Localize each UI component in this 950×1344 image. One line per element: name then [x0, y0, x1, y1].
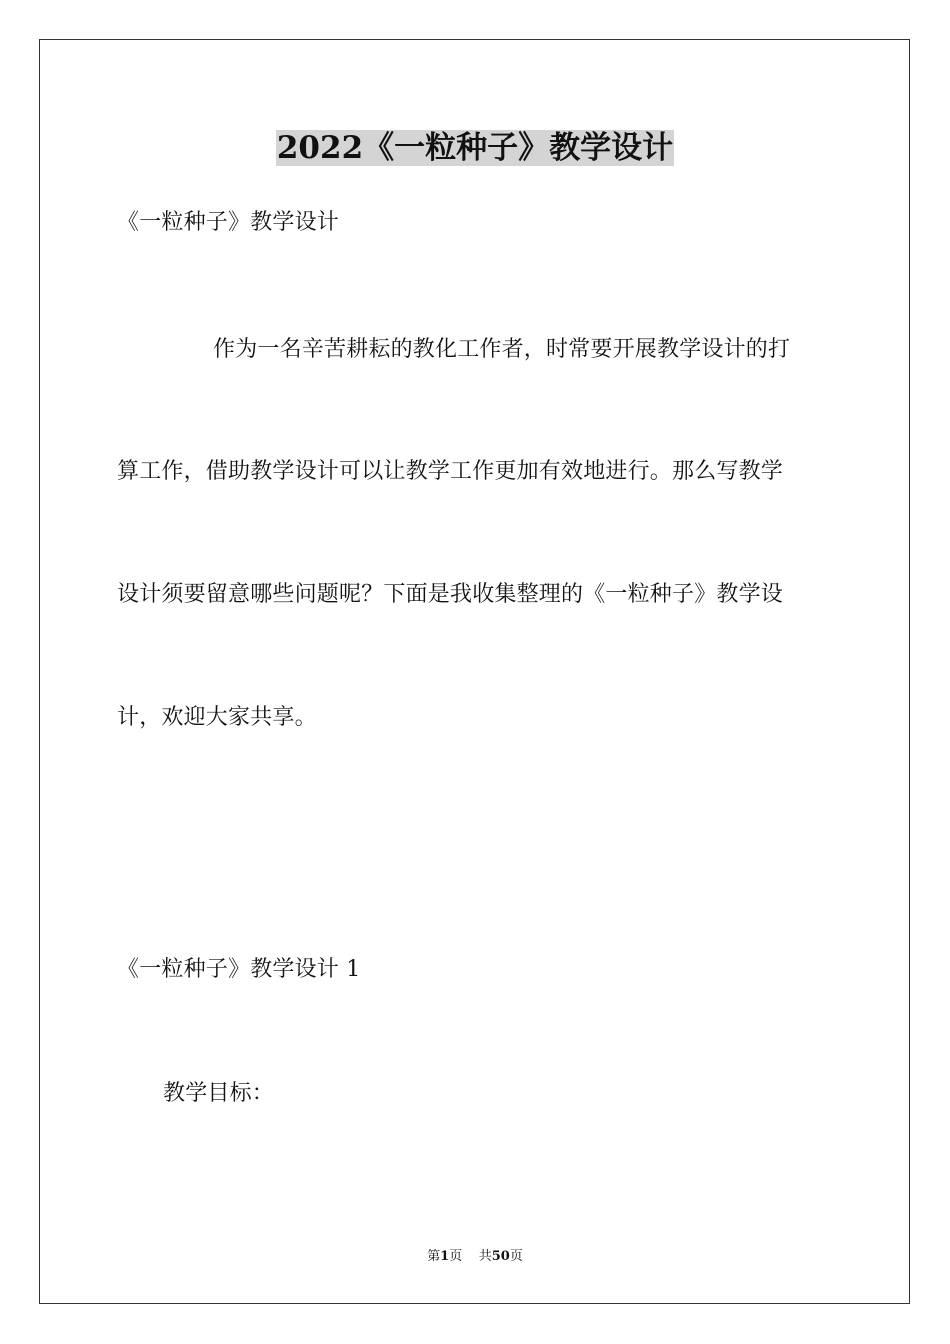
document-title [0, 126, 950, 170]
footer-total-suffix: 页 [509, 1249, 523, 1264]
footer-page-number: 1 [440, 1249, 450, 1264]
intro-line-1: 作为一名辛苦耕耘的教化工作者，时常要开展教学设计的打 [213, 337, 791, 362]
section-heading: 《一粒种子》教学设计 1 [117, 957, 361, 982]
document-subtitle: 《一粒种子》教学设计 [117, 210, 340, 235]
page-footer [0, 1248, 950, 1266]
footer-total-prefix: 共 [478, 1249, 492, 1264]
footer-page-suffix: 页 [449, 1249, 463, 1264]
document-title-text: 2022《一粒种子》教学设计 [276, 130, 674, 166]
footer-page-prefix: 第 [427, 1249, 441, 1264]
objectives-label: 教学目标： [163, 1081, 275, 1106]
footer-total-pages: 50 [491, 1249, 510, 1264]
intro-line-4: 计，欢迎大家共享。 [117, 705, 317, 730]
intro-line-3: 设计须要留意哪些问题呢？下面是我收集整理的《一粒种子》教学设 [117, 582, 784, 607]
intro-line-2: 算工作，借助教学设计可以让教学工作更加有效地进行。那么写教学 [117, 459, 784, 484]
